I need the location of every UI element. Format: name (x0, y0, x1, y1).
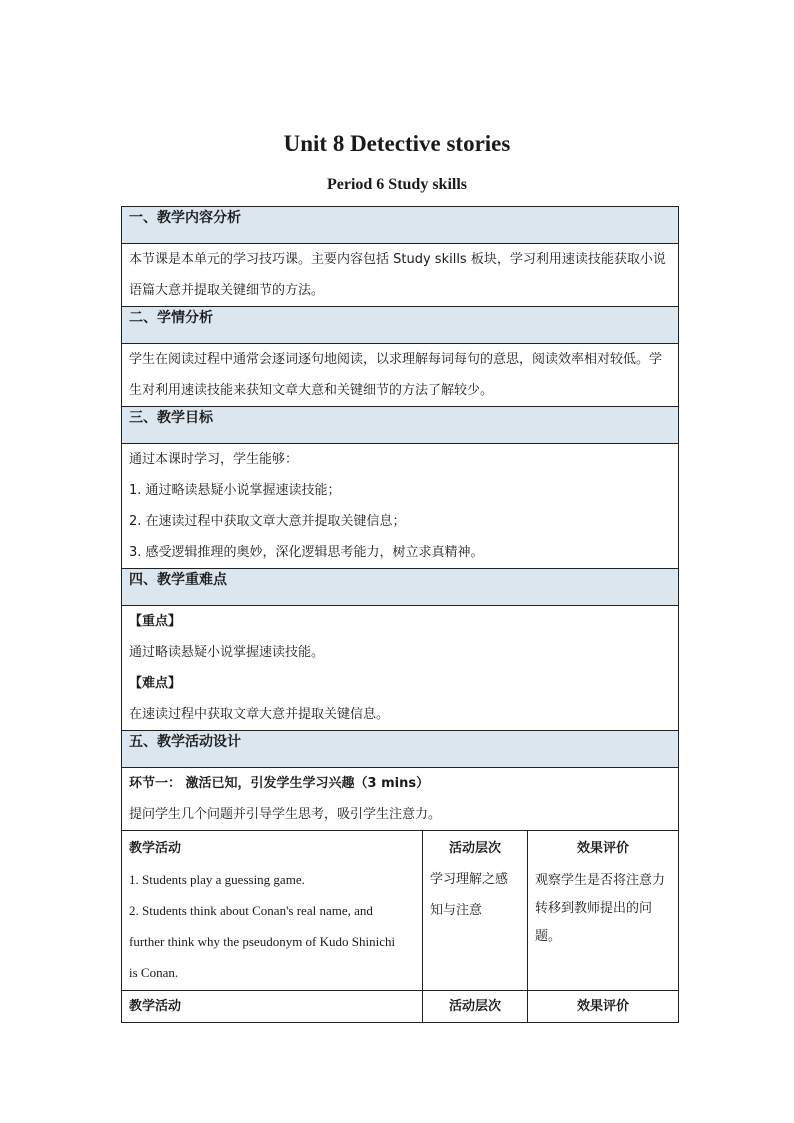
learner-analysis-text: 学生在阅读过程中通常会逐词逐句地阅读，以求理解每词每句的意思，阅读效率相对较低。学生对利用速读技能来获知文章大意和关键细节的方法了解较少。 (122, 344, 679, 407)
objective-item: 2. 在速读过程中获取文章大意并提取关键信息； (129, 514, 406, 529)
section-heading-activity-design: 五、教学活动设计 (122, 731, 679, 768)
eval-column-header-2: 效果评价 (528, 991, 679, 1023)
document-subtitle: Period 6 Study skills (326, 176, 468, 193)
level-column-header-2: 活动层次 (423, 991, 528, 1023)
level-cell (423, 831, 528, 991)
activity-line: further think why the pseudonym of Kudo Shinichi (129, 934, 396, 949)
level-column-header: 活动层次 (448, 841, 501, 856)
section-heading-learner-analysis: 二、学情分析 (122, 307, 679, 344)
section-heading-content-analysis: 一、教学内容分析 (122, 207, 679, 244)
key-points-body (122, 606, 679, 731)
section-heading-key-points: 四、教学重难点 (122, 569, 679, 606)
objectives-body (122, 444, 679, 569)
eval-cell (528, 831, 679, 991)
section-heading-objectives: 三、教学目标 (122, 407, 679, 444)
activity-line: is Conan. (129, 965, 179, 980)
difficult-point-text: 在速读过程中获取文章大意并提取关键信息。 (129, 707, 390, 722)
objectives-intro: 通过本课时学习，学生能够： (129, 452, 299, 467)
activity-column-header-2: 教学活动 (122, 991, 423, 1023)
objective-item: 1. 通过略读悬疑小说掌握速读技能； (129, 483, 341, 498)
stage-one-block (122, 768, 679, 831)
lesson-plan-table (121, 206, 679, 1023)
activity-line: 2. Students think about Conan's real name, and (129, 903, 373, 918)
content-analysis-text: 本节课是本单元的学习技巧课。主要内容包括 Study skills 板块，学习利用速读技能获取小说语篇大意并提取关键细节的方法。 (122, 244, 679, 307)
key-point-label: 【重点】 (129, 614, 182, 629)
document-title: Unit 8 Detective stories (283, 131, 511, 156)
eval-text: 观察学生是否将注意力转移到教师提出的问题。 (535, 873, 666, 944)
stage-one-description: 提问学生几个问题并引导学生思考，吸引学生注意力。 (129, 807, 442, 822)
difficult-point-label: 【难点】 (129, 676, 182, 691)
level-text: 学习理解之感知与注意 (430, 872, 509, 918)
stage-one-title: 环节一： 激活已知，引发学生学习兴趣（3 mins） (129, 776, 430, 791)
activity-cell (122, 831, 423, 991)
activity-column-header: 教学活动 (129, 841, 182, 856)
key-point-text: 通过略读悬疑小说掌握速读技能。 (129, 645, 325, 660)
activity-line: 1. Students play a guessing game. (129, 872, 305, 887)
eval-column-header: 效果评价 (577, 841, 630, 856)
objective-item: 3. 感受逻辑推理的奥妙，深化逻辑思考能力，树立求真精神。 (129, 545, 484, 560)
